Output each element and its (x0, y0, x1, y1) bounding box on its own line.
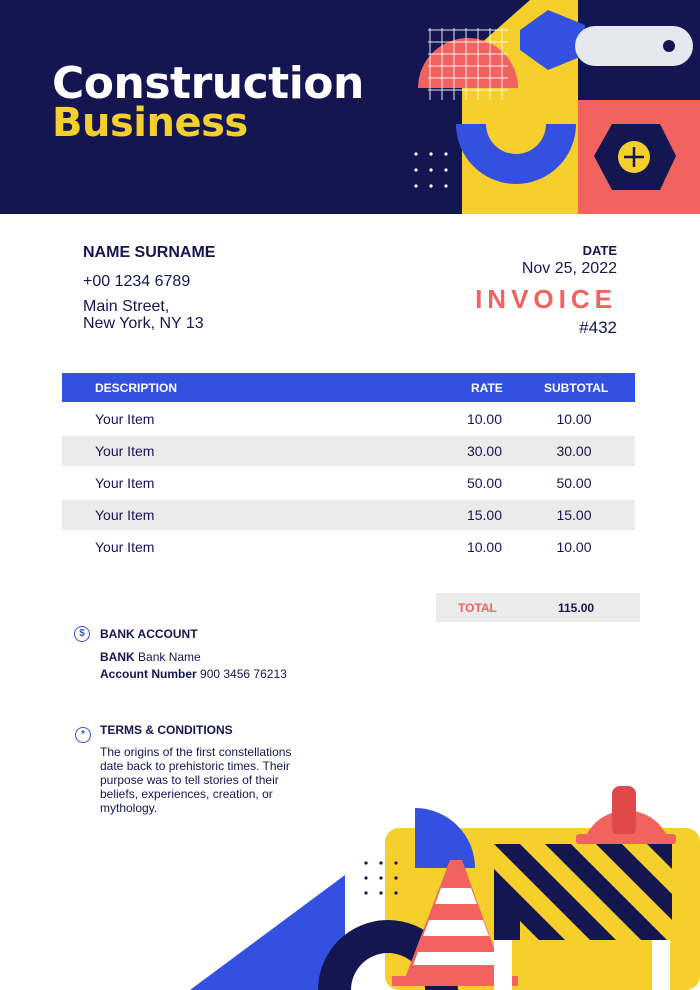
dot-pattern (414, 152, 447, 187)
account-number-line (100, 667, 287, 681)
bank-name-line (100, 650, 201, 664)
brand-title-line2: Business (52, 100, 248, 146)
header-banner (0, 0, 700, 214)
client-address: Main Street, New York, NY 13 (83, 298, 204, 332)
header-rate: RATE (471, 381, 503, 395)
row-rate: 15.00 (466, 507, 502, 523)
row-subtotal: 15.00 (556, 507, 592, 523)
row-description: Your Item (95, 539, 155, 555)
table-row (62, 468, 635, 498)
client-phone: +00 1234 6789 (83, 273, 191, 290)
line-items-table (62, 373, 635, 562)
brand-title-line1: Construction (52, 58, 364, 109)
bank-label: BANK (100, 650, 135, 664)
row-subtotal: 50.00 (556, 475, 592, 491)
footer-illustration (0, 780, 700, 990)
row-description: Your Item (95, 443, 155, 459)
row-subtotal: 10.00 (556, 411, 592, 427)
row-rate: 10.00 (466, 539, 502, 555)
hard-hat-icon (576, 786, 676, 844)
row-rate: 50.00 (466, 475, 502, 491)
date-label: DATE (582, 243, 617, 258)
header-description: DESCRIPTION (95, 381, 178, 395)
invoice-number: #432 (579, 318, 617, 337)
table-header (62, 373, 635, 402)
total-label: TOTAL (458, 601, 497, 615)
bank-value: Bank Name (138, 650, 201, 664)
total-box (436, 593, 640, 622)
table-row (62, 436, 635, 466)
date-value: Nov 25, 2022 (521, 260, 617, 277)
row-rate: 10.00 (466, 411, 502, 427)
row-rate: 30.00 (466, 443, 502, 459)
table-row (62, 404, 635, 434)
row-subtotal: 10.00 (556, 539, 592, 555)
dollar-icon: $ (74, 626, 90, 642)
client-name: NAME SURNAME (83, 244, 216, 261)
total-value: 115.00 (558, 601, 595, 615)
terms-text: The origins of the first constellations date back to prehistoric times. Their purpose was to tell stories of their beliefs, experiences, creation, or mythology. (100, 745, 292, 815)
invoice-title: INVOICE (475, 284, 617, 314)
row-subtotal: 30.00 (556, 443, 592, 459)
terms-heading: TERMS & CONDITIONS (100, 723, 233, 737)
account-label: Account Number (100, 667, 197, 681)
account-value: 900 3456 76213 (200, 667, 287, 681)
bank-account-heading: BANK ACCOUNT (100, 627, 198, 641)
row-description: Your Item (95, 411, 155, 427)
asterisk-icon: * (75, 727, 91, 743)
table-row (62, 500, 635, 530)
row-description: Your Item (95, 475, 155, 491)
header-subtotal: SUBTOTAL (544, 381, 609, 395)
blue-quarter (415, 808, 475, 868)
row-description: Your Item (95, 507, 155, 523)
table-row (62, 532, 635, 562)
wrench-icon (520, 10, 693, 70)
